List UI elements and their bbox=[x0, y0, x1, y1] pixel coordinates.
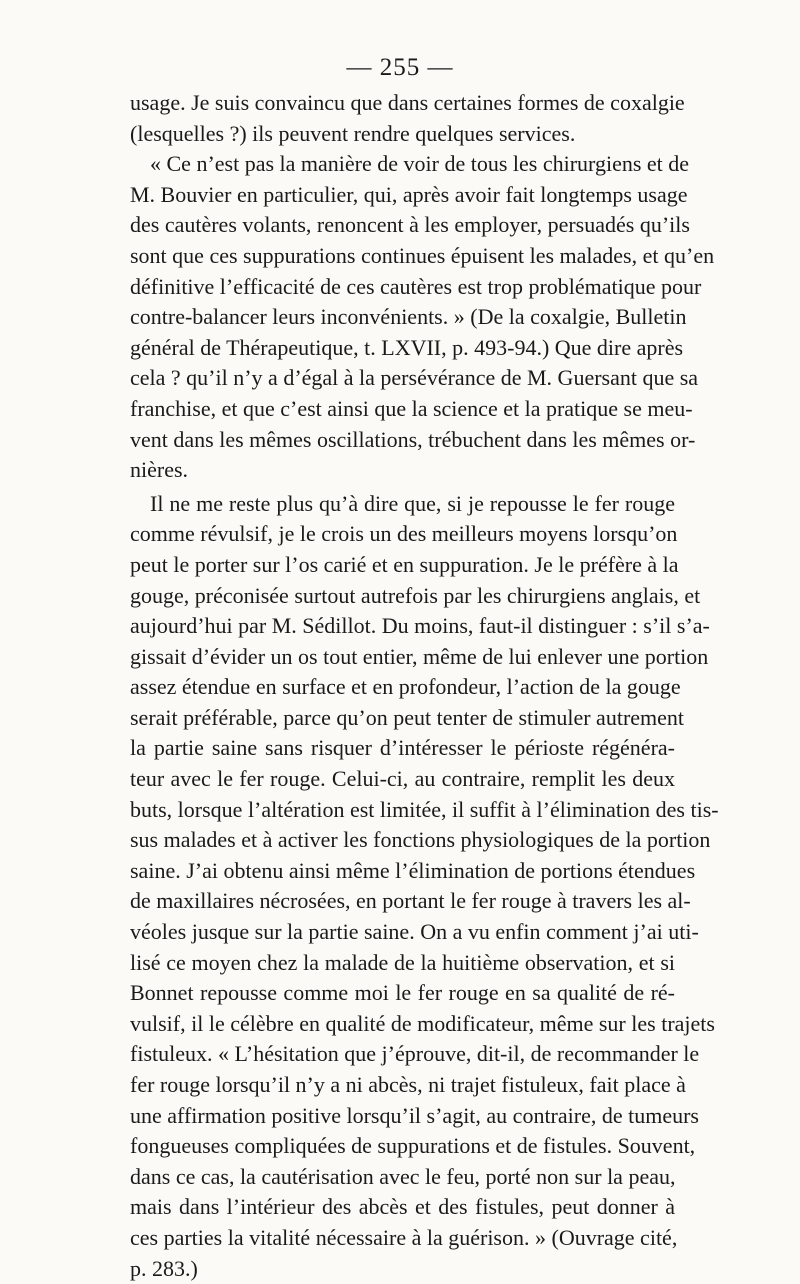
text-line: sus malades et à activer les fonctions physiologiques de la portion bbox=[130, 827, 711, 853]
text-line: Il ne me reste plus qu’à dire que, si je repousse le fer rouge bbox=[150, 490, 675, 516]
text-line: mais dans l’intérieur des abcès et des fistules, peut donner à bbox=[130, 1194, 675, 1220]
text-line: « Ce n’est pas la manière de voir de tous les chirurgiens et de bbox=[150, 151, 690, 177]
text-line: gissait d’évider un os tout entier, même de lui enlever une portion bbox=[130, 643, 709, 669]
text-line: (lesquelles ?) ils peuvent rendre quelques services. bbox=[130, 120, 576, 146]
text-line: lisé ce moyen chez la malade de la huitième observation, et si bbox=[130, 949, 675, 975]
text-line: franchise, et que c’est ainsi que la science et la pratique se meu- bbox=[130, 395, 693, 421]
text-line: nières. bbox=[130, 457, 189, 483]
text-line: de maxillaires nécrosées, en portant le fer rouge à travers les al- bbox=[130, 888, 691, 914]
text-line: fistuleux. « L’hésitation que j’éprouve, dit-il, de recommander le bbox=[130, 1041, 700, 1067]
text-line: cela ? qu’il n’y a d’égal à la persévérance de M. Guersant que sa bbox=[130, 365, 699, 391]
text-line: buts, lorsque l’altération est limitée, il suffit à l’élimination des tis- bbox=[130, 796, 719, 822]
text-line: sont que ces suppurations continues épuisent les malades, et qu’en bbox=[130, 242, 715, 268]
text-line: vent dans les mêmes oscillations, trébuchent dans les mêmes or- bbox=[130, 426, 696, 452]
text-line: général de Thérapeutique, t. LXVII, p. 493-94.) Que dire après bbox=[130, 334, 684, 360]
text-line: fongueuses compliquées de suppurations et de fistules. Souvent, bbox=[130, 1133, 696, 1159]
text-line: teur avec le fer rouge. Celui-ci, au contraire, remplit les deux bbox=[130, 766, 675, 792]
text-line: une affirmation positive lorsqu’il s’agit, au contraire, de tumeurs bbox=[130, 1102, 699, 1128]
text-line: contre-balancer leurs inconvénients. » (De la coxalgie, Bulletin bbox=[130, 304, 687, 330]
text-line: la partie saine sans risquer d’intéresser le périoste régénéra- bbox=[130, 735, 675, 761]
text-line: dans ce cas, la cautérisation avec le feu, porté non sur la peau, bbox=[130, 1163, 676, 1189]
text-line: p. 283.) bbox=[130, 1255, 198, 1281]
text-line: saine. J’ai obtenu ainsi même l’élimination de portions étendues bbox=[130, 857, 696, 883]
text-line: peut le porter sur l’os carié et en suppuration. Je le préfère à la bbox=[130, 551, 679, 577]
text-line: Bonnet repousse comme moi le fer rouge en sa qualité de ré- bbox=[130, 980, 675, 1006]
text-line: véoles jusque sur la partie saine. On a vu enfin comment j’ai uti- bbox=[130, 919, 699, 945]
text-line: serait préférable, parce qu’on peut tenter de stimuler autrement bbox=[130, 704, 685, 730]
text-line: des cautères volants, renoncent à les employer, persuadés qu’ils bbox=[130, 212, 690, 238]
text-line: ces parties la vitalité nécessaire à la guérison. » (Ouvrage cité, bbox=[130, 1224, 678, 1250]
text-line: vulsif, il le célèbre en qualité de modificateur, même sur les trajets bbox=[130, 1010, 715, 1036]
body-text bbox=[130, 88, 719, 1284]
text-line: comme révulsif, je le crois un des meilleurs moyens lorsqu’on bbox=[130, 521, 678, 547]
text-line: aujourd’hui par M. Sédillot. Du moins, faut-il distinguer : s’il s’a- bbox=[130, 613, 710, 639]
text-line: définitive l’efficacité de ces cautères est trop problématique pour bbox=[130, 273, 702, 299]
text-line: assez étendue en surface et en profondeur, l’action de la gouge bbox=[130, 674, 681, 700]
text-line: gouge, préconisée surtout autrefois par les chirurgiens anglais, et bbox=[130, 582, 701, 608]
text-line: fer rouge lorsqu’il n’y a ni abcès, ni trajet fistuleux, fait place à bbox=[130, 1072, 686, 1097]
page-number: — 255 — bbox=[346, 54, 454, 81]
text-line: M. Bouvier en particulier, qui, après avoir fait longtemps usage bbox=[130, 181, 688, 207]
text-line: usage. Je suis convaincu que dans certaines formes de coxalgie bbox=[130, 90, 685, 115]
